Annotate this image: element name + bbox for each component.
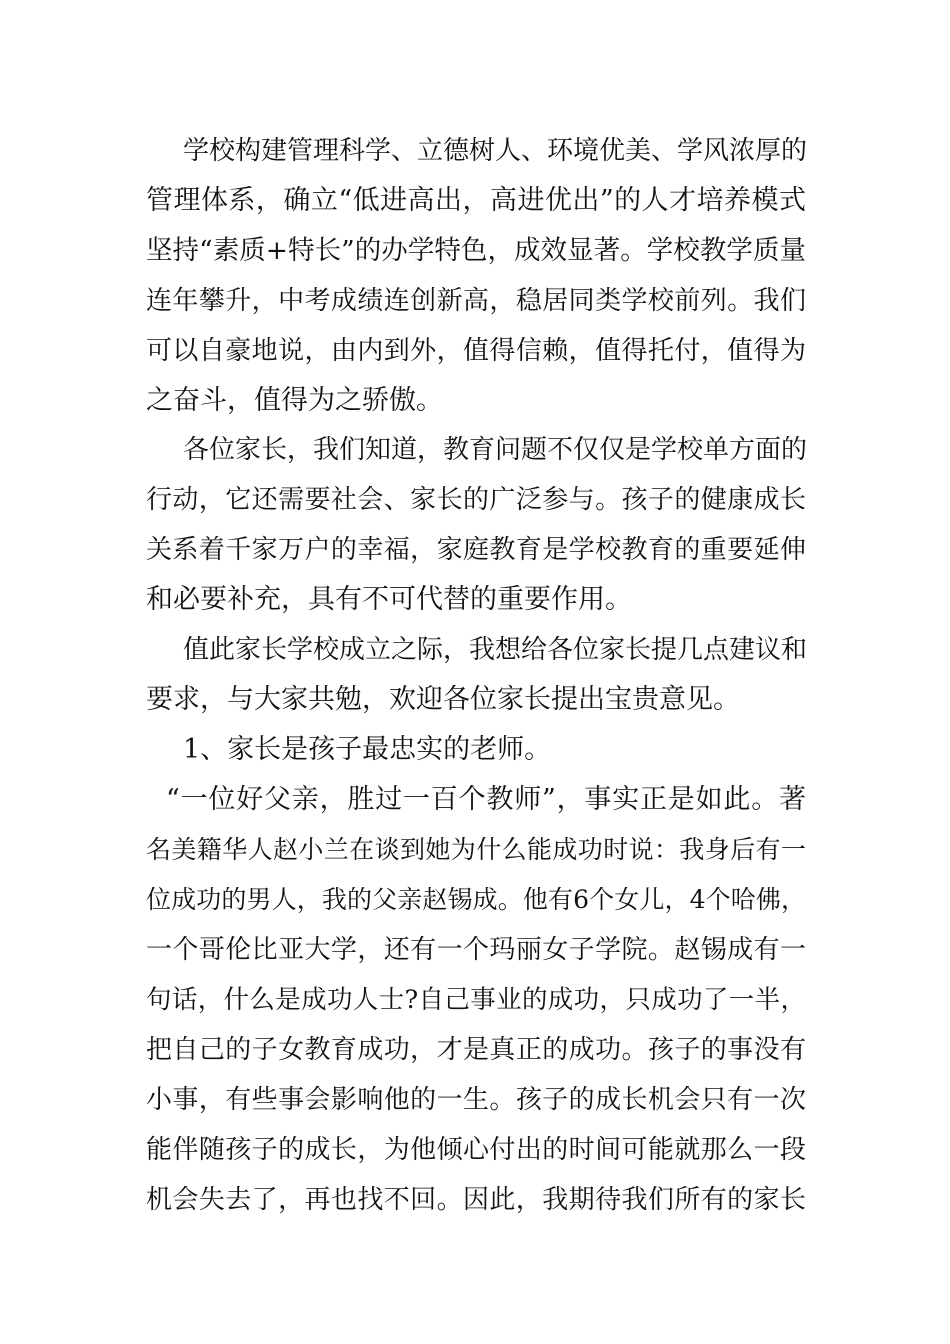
paragraph-line: 能伴随孩子的成长，为他倾心付出的时间可能就那么一段: [146, 1135, 806, 1165]
paragraph-line: 可以自豪地说，由内到外，值得信赖，值得托付，值得为: [146, 336, 806, 366]
paragraph-line: “一位好父亲，胜过一百个教师”，事实正是如此。著: [166, 784, 806, 815]
paragraph-line: 把自己的子女教育成功，才是真正的成功。孩子的事没有: [146, 1035, 806, 1065]
paragraph-line: 一个哥伦比亚大学，还有一个玛丽女子学院。赵锡成有一: [146, 935, 806, 965]
paragraph-line: 要求，与大家共勉，欢迎各位家长提出宝贵意见。: [146, 684, 740, 715]
paragraph-line: 连年攀升，中考成绩连创新高，稳居同类学校前列。我们: [146, 286, 806, 316]
paragraph-line: 机会失去了，再也找不回。因此，我期待我们所有的家长: [146, 1185, 806, 1215]
paragraph-line: 各位家长，我们知道，教育问题不仅仅是学校单方面的: [183, 435, 808, 465]
paragraph-line: 坚持“素质+特长”的办学特色，成效显著。学校教学质量: [146, 235, 806, 266]
paragraph-line: 行动，它还需要社会、家长的广泛参与。孩子的健康成长: [146, 485, 806, 515]
list-heading: 1、家长是孩子最忠实的老师。: [183, 734, 552, 765]
paragraph-line: 管理体系，确立“低进高出，高进优出”的人才培养模式: [146, 185, 806, 216]
paragraph-line: 和必要补充，具有不可代替的重要作用。: [146, 584, 632, 615]
paragraph-line: 之奋斗，值得为之骄傲。: [146, 385, 443, 416]
paragraph-line: 学校构建管理科学、立德树人、环境优美、学风浓厚的: [183, 136, 808, 166]
paragraph-line: 位成功的男人，我的父亲赵锡成。他有6个女儿，4个哈佛，: [146, 885, 806, 914]
paragraph-line: 名美籍华人赵小兰在谈到她为什么能成功时说：我身后有一: [146, 835, 806, 864]
paragraph-line: 值此家长学校成立之际，我想给各位家长提几点建议和: [183, 635, 808, 665]
paragraph-line: 关系着千家万户的幸福，家庭教育是学校教育的重要延伸: [146, 535, 806, 565]
paragraph-line: 句话，什么是成功人士?自己事业的成功，只成功了一半，: [146, 985, 806, 1015]
paragraph-line: 小事，有些事会影响他的一生。孩子的成长机会只有一次: [146, 1085, 806, 1115]
